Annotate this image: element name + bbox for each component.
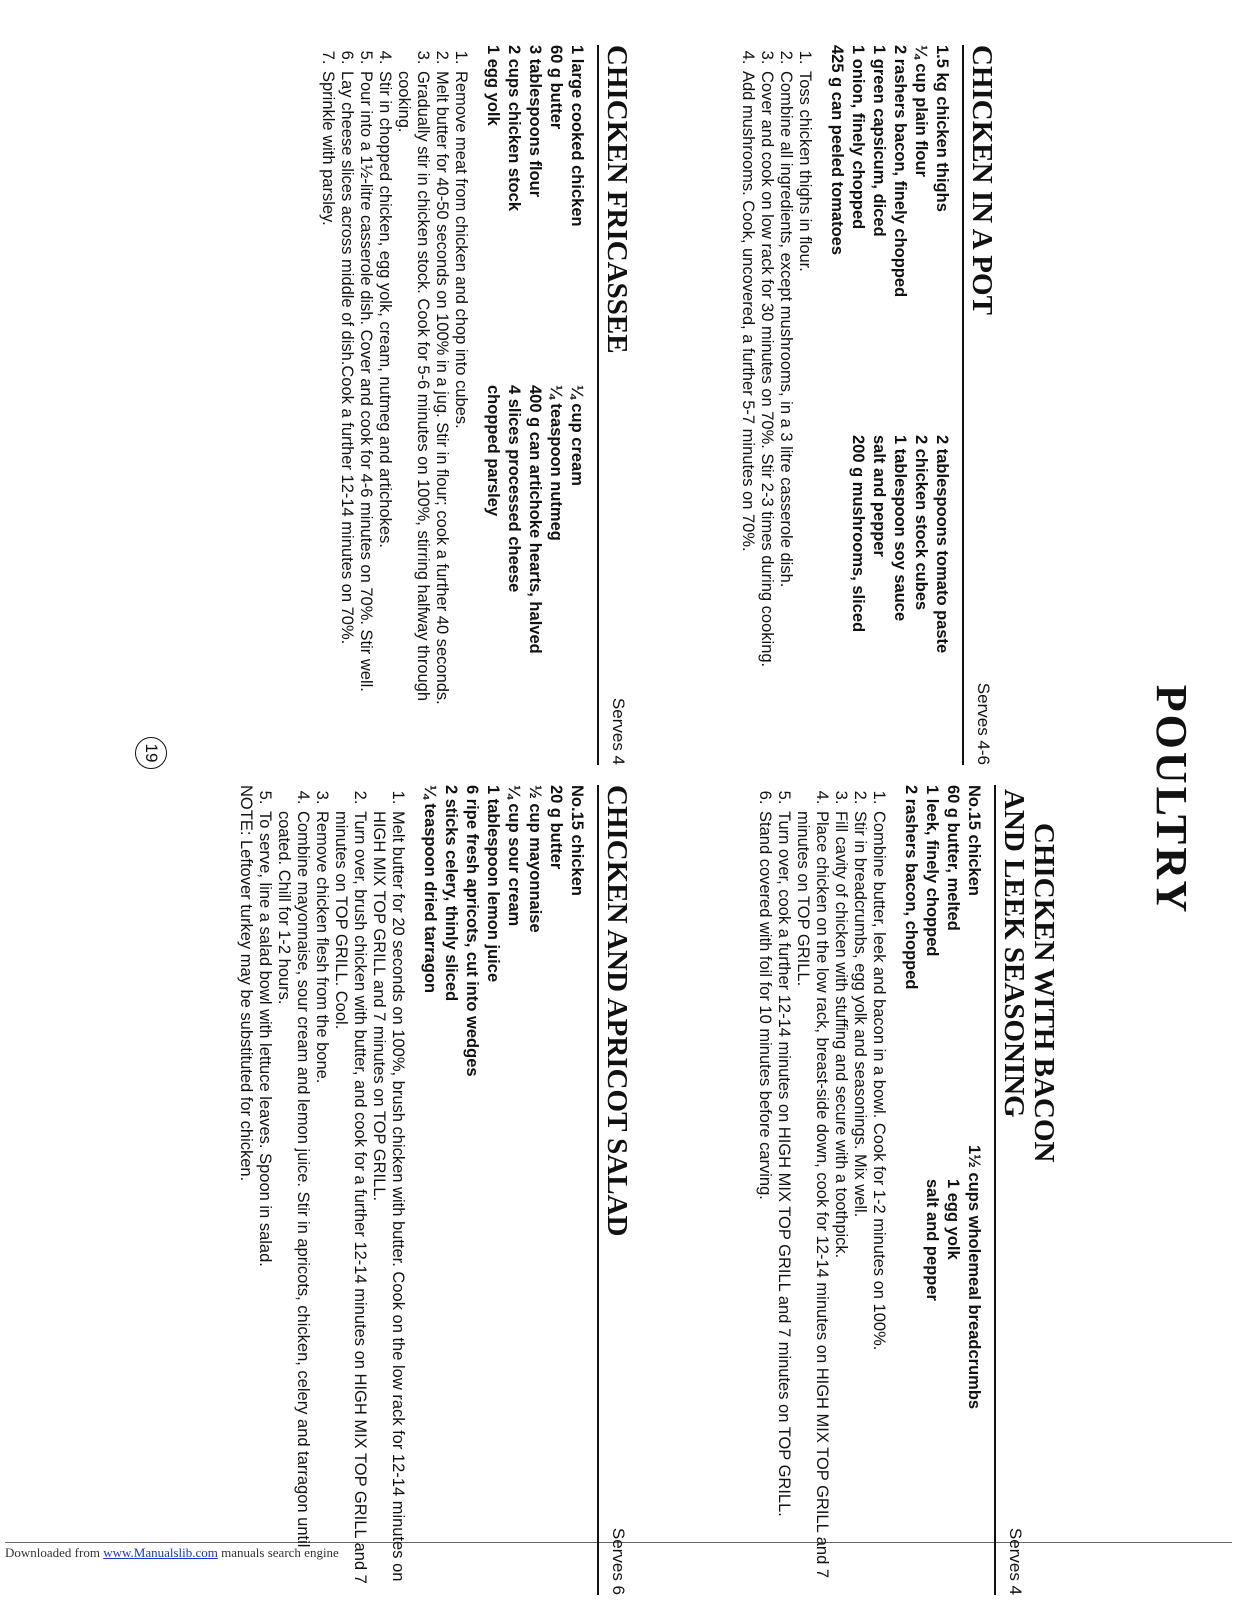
method-steps xyxy=(318,45,470,765)
ingredient: 1 egg yolk xyxy=(944,1179,962,1260)
step: 3. Gradually stir in chicken stock. Cook for 5-6 minutes on 100%, stirring halfway through cooking. xyxy=(394,69,432,765)
recipe-chicken-apricot-salad xyxy=(236,785,632,1595)
recipe-chicken-bacon-leek xyxy=(755,785,1059,1595)
ingredient: 1 egg yolk xyxy=(484,45,502,126)
step: 1. Remove meat from chicken and chop into cubes. xyxy=(451,69,470,765)
ingredient: 60 g butter, melted xyxy=(944,785,962,931)
recipe-title-text: CHICKEN IN A POT xyxy=(966,45,998,315)
step: 2. Stir in breadcrumbs, egg yolk and seasonings. Mix well. xyxy=(850,809,869,1595)
step: 3. Cover and cook on low rack for 30 minutes on 70%. Stir 2-3 times during cooking. xyxy=(757,69,776,765)
step: 4. Combine mayonnaise, sour cream and lemon juice. Stir in apricots, chicken, celery and tarragon until coated. Chill for 1-2 hours. xyxy=(274,809,312,1595)
step: 5. To serve, line a salad bowl with lettuce leaves. Spoon in salad. xyxy=(255,809,274,1595)
ingredient: 60 g butter xyxy=(547,45,565,130)
recipe-title-line1: CHICKEN WITH BACON xyxy=(1028,823,1060,1163)
ingredients xyxy=(900,785,984,1595)
method-steps xyxy=(255,785,407,1595)
recipe-chicken-fricassee xyxy=(318,45,632,765)
ingredient: salt and pepper xyxy=(923,1179,941,1301)
ingredient: 2 rashers bacon, finely chopped xyxy=(891,45,909,298)
ingredient: 1 tablespoon soy sauce xyxy=(891,435,909,622)
ingredients-right xyxy=(482,385,587,654)
serves-label: Serves 6 xyxy=(609,1527,628,1595)
ingredient: No.15 chicken xyxy=(568,785,586,896)
ingredient: 1½ cups wholemeal breadcrumbs xyxy=(965,1145,983,1410)
ingredient: 4 slices processed cheese xyxy=(505,385,523,593)
step: 3. Remove chicken flesh from the bone. xyxy=(312,809,331,1595)
recipe-note: NOTE: Leftover turkey may be substituted for chicken. xyxy=(237,785,255,1182)
step: 5. Turn over, cook a further 12-14 minutes on HIGH MIX TOP GRILL and 7 minutes on TOP GRILL. xyxy=(774,809,793,1595)
method-steps xyxy=(755,785,888,1595)
ingredient: 1 tablespoon lemon juice xyxy=(484,785,502,983)
page-number: 19 xyxy=(135,737,167,769)
recipe-chicken-in-a-pot xyxy=(738,45,997,765)
ingredient: 1 large cooked chicken xyxy=(568,45,586,227)
ingredient: 200 g mushrooms, sliced xyxy=(849,435,867,633)
ingredients xyxy=(482,45,587,765)
ingredient: ¼ cup plain flour xyxy=(912,45,930,178)
ingredient: 2 sticks celery, thinly sliced xyxy=(442,785,460,1002)
ingredient: 425 g can peeled tomatoes xyxy=(828,45,846,255)
ingredient: 2 cups chicken stock xyxy=(505,45,523,211)
step: 3. Fill cavity of chicken with stuffing and secure with a toothpick. xyxy=(831,809,850,1595)
step: 7. Sprinkle with parsley. xyxy=(318,69,337,765)
ingredient: 400 g can artichoke hearts, halved xyxy=(526,385,544,654)
step: 4. Stir in chopped chicken, egg yolk, cream, nutmeg and artichokes. xyxy=(375,69,394,765)
recipe-title xyxy=(597,785,632,1595)
ingredient: chopped parsley xyxy=(484,385,502,517)
ingredient: 6 ripe fresh apricots, cut into wedges xyxy=(463,785,481,1077)
ingredient: ¼ cup sour cream xyxy=(505,785,523,927)
recipe-title-line2: AND LEEK SEASONING xyxy=(998,789,1030,1118)
step: 1. Toss chicken thighs in flour. xyxy=(795,69,814,765)
footer-prefix: Downloaded from xyxy=(5,1545,104,1560)
step: 6. Lay cheese slices across middle of dish.Cook a further 12-14 minutes on 70%. xyxy=(337,69,356,765)
step: 5. Pour into a 1½-litre casserole dish. Cover and cook for 4-6 minutes on 70%. Stir well. xyxy=(356,69,375,765)
ingredient: ½ cup mayonnaise xyxy=(526,785,544,933)
ingredient: 2 tablespoons tomato paste xyxy=(933,435,951,654)
ingredients-right xyxy=(900,1145,984,1409)
ingredient: 1.5 kg chicken thighs xyxy=(933,45,951,212)
recipe-title-text: CHICKEN AND APRICOT SALAD xyxy=(601,785,633,1237)
step: 2. Turn over, brush chicken with butter, and cook for a further 12-14 minutes on HIGH MIX TOP GRILL and 7 minutes on TOP GRILL. Cool. xyxy=(331,809,369,1595)
ingredient: 1 green capsicum, diced xyxy=(870,45,888,237)
ingredient: ¼ teaspoon nutmeg xyxy=(547,385,565,541)
ingredient: 2 rashers bacon, chopped xyxy=(902,785,920,990)
footer-suffix: manuals search engine xyxy=(217,1545,339,1560)
manualslib-link[interactable]: www.Manualslib.com xyxy=(103,1545,218,1560)
serves-label: Serves 4 xyxy=(609,697,628,765)
ingredients xyxy=(419,785,587,1595)
ingredient: 20 g butter xyxy=(547,785,565,870)
ingredient: 1 leek, finely chopped xyxy=(923,785,941,957)
ingredients-left xyxy=(900,785,984,1145)
ingredient: 3 tablespoons flour xyxy=(526,45,544,198)
step: 6. Stand covered with foil for 10 minutes before carving. xyxy=(755,809,774,1595)
recipe-title xyxy=(597,45,632,765)
ingredients-left xyxy=(482,45,587,385)
ingredients xyxy=(826,45,952,765)
method-steps xyxy=(738,45,814,765)
step: 1. Melt butter for 20 seconds on 100%, brush chicken with butter. Cook on the low rack for 12-14 minutes on HIGH MIX TOP GRILL and 7 minutes on TOP GRILL. xyxy=(369,809,407,1595)
ingredient: ¼ teaspoon dried tarragon xyxy=(421,785,439,994)
ingredient: salt and pepper xyxy=(870,435,888,557)
page-title: POULTRY xyxy=(1147,684,1196,916)
ingredients-left xyxy=(419,785,587,1077)
recipe-title xyxy=(962,45,997,765)
step: 2. Melt butter for 40-50 seconds on 100% in a jug. Stir in flour; cook a further 40 seconds. xyxy=(432,69,451,765)
ingredients-left xyxy=(826,45,952,435)
ingredient: 2 chicken stock cubes xyxy=(912,435,930,611)
ingredients-right xyxy=(826,435,952,653)
ingredient: ¼ cup cream xyxy=(568,385,586,486)
step: 1. Combine butter, leek and bacon in a bowl. Cook for 1-2 minutes on 100%. xyxy=(869,809,888,1595)
step: 2. Combine all ingredients, except mushrooms, in a 3 litre casserole dish. xyxy=(776,69,795,765)
step: 4. Add mushrooms. Cook, uncovered, a further 5-7 minutes on 70%. xyxy=(738,69,757,765)
serves-label: Serves 4 xyxy=(1006,1527,1025,1595)
recipe-title xyxy=(994,785,1059,1595)
serves-label: Serves 4-6 xyxy=(974,682,993,765)
step: 4. Place chicken on the low rack, breast-side down, cook for 12-14 minutes on HIGH MIX TOP GRILL and 7 minutes on TOP GRILL. xyxy=(793,809,831,1595)
recipe-title-text: CHICKEN FRICASSEE xyxy=(601,45,633,354)
ingredient: 1 onion, finely chopped xyxy=(849,45,867,230)
ingredient: No.15 chicken xyxy=(965,785,983,896)
